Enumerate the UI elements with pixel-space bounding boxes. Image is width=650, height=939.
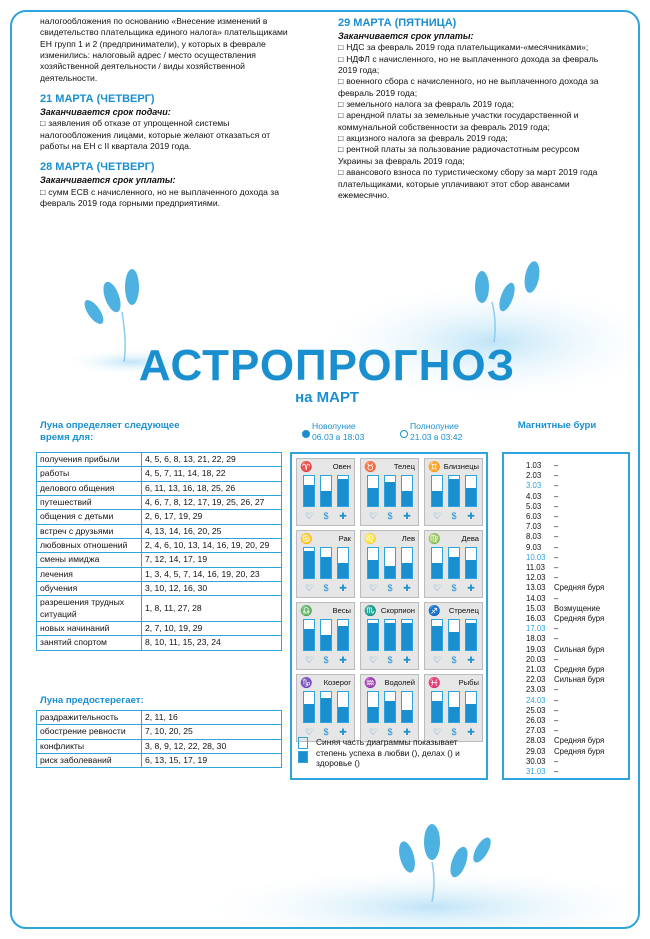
- success-bar-fill: [338, 707, 348, 722]
- success-bar: [384, 619, 396, 651]
- zodiac-sign-icon: ♓: [428, 678, 441, 689]
- favorable-row: [37, 582, 282, 596]
- days-cell: 2, 7, 10, 19, 29: [142, 622, 282, 636]
- success-bar-fill: [321, 557, 331, 578]
- days-cell: 4, 5, 6, 8, 13, 21, 22, 29: [142, 453, 282, 467]
- zodiac-sign-icon: ♎: [300, 606, 313, 617]
- success-bar-fill: [432, 491, 442, 506]
- full-moon-icon: [400, 430, 408, 438]
- storm-date: 30.03: [526, 756, 546, 766]
- date-29-item: □ НДС за февраль 2019 года плательщиками-«месячниками»;: [338, 42, 603, 53]
- full-moon-date: 21.03 в 03:42: [410, 431, 463, 442]
- success-bar-fill: [321, 635, 331, 650]
- success-bar: [320, 691, 332, 723]
- zodiac-sign-icon: ♑: [300, 678, 313, 689]
- love-icon: ♡: [432, 511, 442, 521]
- favorable-row: [37, 467, 282, 481]
- storm-level: Средняя буря: [554, 746, 605, 756]
- zodiac-cell: [296, 458, 355, 526]
- zodiac-sign-name: Овен: [332, 462, 351, 471]
- success-bar: [448, 619, 460, 651]
- days-cell: 6, 11, 13, 16, 18, 25, 26: [142, 481, 282, 495]
- success-bar: [465, 475, 477, 507]
- activity-cell: встреч с друзьями: [37, 524, 142, 538]
- activity-cell: общения с детьми: [37, 510, 142, 524]
- success-bar-fill: [385, 566, 395, 578]
- storm-date: 18.03: [526, 634, 546, 644]
- days-cell: 7, 10, 20, 25: [142, 725, 282, 739]
- date-29-item: □ арендной платы за земельные участки государственной и коммунальной собственности за февраль 2019 года;: [338, 110, 603, 133]
- storm-date: 8.03: [526, 532, 542, 542]
- days-cell: 4, 5, 7, 11, 14, 18, 22: [142, 467, 282, 481]
- success-bar-fill: [321, 491, 331, 506]
- success-bar: [401, 475, 413, 507]
- days-cell: 3, 8, 9, 12, 22, 28, 30: [142, 739, 282, 753]
- success-bar-fill: [466, 560, 476, 578]
- success-bar: [465, 547, 477, 579]
- health-icon: ✚: [403, 655, 411, 665]
- success-bar: [367, 691, 379, 723]
- storm-date: 12.03: [526, 573, 546, 583]
- full-moon-info: [410, 421, 462, 442]
- storm-date: 4.03: [526, 491, 542, 501]
- zodiac-cell: [296, 674, 355, 742]
- favorable-row: [37, 510, 282, 524]
- success-bar-fill: [432, 701, 442, 722]
- success-bar: [401, 691, 413, 723]
- success-bar: [320, 619, 332, 651]
- intro-paragraph: налогообложения по основанию «Внесение изменений в свидетельство плательщика единого налога» плательщиками ЕН групп 1 и 2 (предприниматели), у которых в феврале изменились: налоговый адрес / место осуществления хозяйственной деятельности / виды хозяйственной деятельности.: [40, 16, 288, 83]
- money-bag-icon: $: [451, 511, 457, 521]
- zodiac-sign-name: Весы: [332, 606, 351, 615]
- date-29-subtitle: Заканчивается срок уплаты:: [338, 30, 474, 41]
- left-top-column: [40, 16, 290, 210]
- page-title: АСТРОПРОГНОЗ: [138, 341, 516, 390]
- money-bag-icon: $: [323, 655, 329, 665]
- storms-table: [502, 452, 630, 780]
- zodiac-sign-icon: ♊: [428, 462, 441, 473]
- health-icon: ✚: [467, 511, 475, 521]
- moon-warns-heading: Луна предостерегает:: [40, 695, 144, 706]
- zodiac-sign-name: Дева: [461, 534, 479, 543]
- storm-date: 28.03: [526, 736, 546, 746]
- date-29-item: □ рентной платы за пользование радиочастотным ресурсом Украины за февраль 2019 года;: [338, 144, 603, 167]
- health-icon: ✚: [339, 655, 347, 665]
- success-bar-fill: [368, 623, 378, 650]
- storm-date: 2.03: [526, 471, 542, 481]
- health-icon: ✚: [403, 511, 411, 521]
- storm-level: –: [554, 461, 559, 470]
- activity-cell: путешествий: [37, 496, 142, 510]
- success-bar: [384, 547, 396, 579]
- favorable-row: [37, 539, 282, 553]
- moon-determines-table: [36, 452, 282, 651]
- success-bar: [320, 547, 332, 579]
- success-bar-fill: [449, 632, 459, 650]
- love-icon: ♡: [368, 511, 378, 521]
- storm-date: 6.03: [526, 512, 542, 521]
- activity-cell: конфликты: [37, 739, 142, 753]
- success-bar-fill: [338, 626, 348, 650]
- love-icon: ♡: [432, 727, 442, 737]
- love-icon: ♡: [304, 511, 314, 521]
- storm-level: –: [554, 552, 559, 562]
- activity-cell: смены имиджа: [37, 553, 142, 567]
- storm-date: 25.03: [526, 705, 546, 715]
- right-top-column: [338, 16, 603, 201]
- zodiac-grid: [290, 452, 488, 780]
- success-bar-fill: [338, 563, 348, 578]
- date-29-title: 29 МАРТА (ПЯТНИЦА): [338, 17, 457, 29]
- activity-cell: занятий спортом: [37, 636, 142, 650]
- storm-level: –: [554, 563, 559, 572]
- zodiac-cell: [360, 530, 419, 598]
- zodiac-sign-icon: ♐: [428, 606, 441, 617]
- zodiac-sign-icon: ♒: [364, 678, 377, 689]
- success-bar: [448, 475, 460, 507]
- money-bag-icon: $: [451, 583, 457, 593]
- zodiac-cell: [360, 674, 419, 742]
- storm-date: 15.03: [526, 603, 546, 613]
- date-29-item: □ акцизного налога за февраль 2019 года;: [338, 133, 603, 144]
- days-cell: 4, 6, 7, 8, 12, 17, 19, 25, 26, 27: [142, 496, 282, 510]
- success-bar-fill: [368, 560, 378, 578]
- activity-cell: риск заболеваний: [37, 754, 142, 768]
- days-cell: 6, 13, 15, 17, 19: [142, 754, 282, 768]
- love-icon: ♡: [368, 655, 378, 665]
- success-bar-fill: [304, 485, 314, 506]
- favorable-row: [37, 496, 282, 510]
- health-icon: ✚: [467, 727, 475, 737]
- storm-level: Сильная буря: [554, 644, 605, 654]
- storm-date: 27.03: [526, 726, 546, 736]
- storm-level: –: [554, 522, 559, 532]
- money-bag-icon: $: [387, 655, 393, 665]
- favorable-row: [37, 553, 282, 567]
- health-icon: ✚: [467, 655, 475, 665]
- favorable-row: [37, 524, 282, 538]
- zodiac-sign-name: Рыбы: [458, 678, 479, 687]
- activity-cell: обострение ревности: [37, 725, 142, 739]
- success-bar: [401, 547, 413, 579]
- success-bar-fill: [368, 488, 378, 506]
- storm-level: Средняя буря: [554, 665, 605, 674]
- success-bar: [337, 619, 349, 651]
- zodiac-cell: [360, 458, 419, 526]
- zodiac-sign-name: Лев: [401, 534, 415, 543]
- storm-level: –: [554, 756, 559, 766]
- favorable-row: [37, 596, 282, 622]
- success-bar-fill: [304, 704, 314, 722]
- page-frame: [10, 10, 640, 929]
- success-bar: [367, 475, 379, 507]
- storm-date: 13.03: [526, 583, 546, 593]
- health-icon: ✚: [403, 583, 411, 593]
- zodiac-sign-name: Стрелец: [448, 606, 479, 615]
- page-subtitle: на МАРТ: [295, 389, 359, 406]
- storm-level: –: [554, 491, 559, 501]
- zodiac-sign-icon: ♈: [300, 462, 313, 473]
- money-bag-icon: $: [323, 727, 329, 737]
- new-moon-label: Новолуние: [312, 421, 356, 431]
- storm-date: 7.03: [526, 522, 542, 532]
- storm-date: 26.03: [526, 716, 546, 725]
- days-cell: 2, 4, 6, 10, 13, 14, 16, 19, 20, 29: [142, 539, 282, 553]
- love-icon: ♡: [304, 583, 314, 593]
- activity-cell: получения прибыли: [37, 453, 142, 467]
- days-cell: 2, 6, 17, 19, 29: [142, 510, 282, 524]
- zodiac-sign-name: Скорпион: [380, 606, 415, 615]
- success-bar-fill: [402, 491, 412, 506]
- storm-level: –: [554, 716, 559, 725]
- favorable-row: [37, 453, 282, 467]
- storm-level: Возмущение: [554, 603, 601, 613]
- favorable-row: [37, 622, 282, 636]
- storm-level: Средняя буря: [554, 614, 605, 623]
- legend-swatch-empty: [298, 737, 308, 749]
- storm-level: Средняя буря: [554, 736, 605, 746]
- zodiac-cell: [296, 530, 355, 598]
- health-icon: ✚: [339, 583, 347, 593]
- storm-date: 19.03: [526, 644, 546, 654]
- storm-date: 21.03: [526, 665, 546, 674]
- days-cell: 3, 10, 12, 16, 30: [142, 582, 282, 596]
- zodiac-sign-icon: ♉: [364, 462, 377, 473]
- success-bar-fill: [432, 626, 442, 650]
- warning-row: [37, 739, 282, 753]
- health-icon: ✚: [403, 727, 411, 737]
- success-bar: [303, 691, 315, 723]
- storm-level: –: [554, 695, 559, 705]
- activity-cell: новых начинаний: [37, 622, 142, 636]
- days-cell: 8, 10, 11, 15, 23, 24: [142, 636, 282, 650]
- love-icon: ♡: [432, 583, 442, 593]
- new-moon-icon: [302, 430, 310, 438]
- success-bar: [367, 547, 379, 579]
- success-bar-fill: [402, 563, 412, 578]
- warning-row: [37, 725, 282, 739]
- storm-level: –: [554, 685, 559, 695]
- warning-row: [37, 754, 282, 768]
- activity-cell: любовных отношений: [37, 539, 142, 553]
- money-bag-icon: $: [323, 583, 329, 593]
- activity-cell: лечения: [37, 567, 142, 581]
- storm-date: 1.03: [526, 461, 542, 470]
- days-cell: 1, 3, 4, 5, 7, 14, 16, 19, 20, 23: [142, 567, 282, 581]
- new-moon-info: [312, 421, 364, 442]
- favorable-row: [37, 481, 282, 495]
- storm-level: –: [554, 705, 559, 715]
- success-bar: [431, 547, 443, 579]
- success-bar: [465, 691, 477, 723]
- success-bar: [384, 691, 396, 723]
- success-bar-fill: [466, 704, 476, 722]
- storm-level: –: [554, 654, 559, 664]
- love-icon: ♡: [304, 655, 314, 665]
- activity-cell: работы: [37, 467, 142, 481]
- success-bar-fill: [402, 710, 412, 722]
- success-bar: [384, 475, 396, 507]
- success-bar-fill: [432, 563, 442, 578]
- success-bar: [401, 619, 413, 651]
- activity-cell: делового общения: [37, 481, 142, 495]
- success-bar: [431, 619, 443, 651]
- storm-level: –: [554, 471, 559, 481]
- money-bag-icon: $: [451, 727, 457, 737]
- date-29-item: □ военного сбора с начисленного, но не выплаченного дохода за февраль 2019 года;: [338, 76, 603, 99]
- storm-level: Средняя буря: [554, 583, 605, 593]
- date-29-item: □ авансового взноса по туристическому сбору за март 2019 года плательщиками, которые уплачивают этот сбор авансами ежемесячно.: [338, 167, 603, 201]
- health-icon: ✚: [467, 583, 475, 593]
- success-bar-fill: [449, 707, 459, 722]
- storm-level: –: [554, 501, 559, 511]
- success-bar: [337, 547, 349, 579]
- success-bar: [448, 547, 460, 579]
- days-cell: 7, 12, 14, 17, 19: [142, 553, 282, 567]
- success-bar-fill: [385, 482, 395, 506]
- storm-date: 10.03: [526, 552, 546, 562]
- storm-level: –: [554, 532, 559, 542]
- success-bar-fill: [368, 707, 378, 722]
- love-icon: ♡: [432, 655, 442, 665]
- success-bar-fill: [338, 479, 348, 506]
- storm-level: –: [554, 481, 559, 491]
- success-bar: [465, 619, 477, 651]
- legend-text: Синяя часть диаграммы показывает степень успеха в любви (), делах () и здоровье (): [316, 737, 460, 768]
- success-bar: [337, 475, 349, 507]
- storm-level: –: [554, 767, 559, 776]
- favorable-row: [37, 567, 282, 581]
- activity-cell: обучения: [37, 582, 142, 596]
- zodiac-sign-name: Близнецы: [443, 462, 479, 471]
- zodiac-cell: [360, 602, 419, 670]
- zodiac-cell: [424, 530, 483, 598]
- money-bag-icon: $: [451, 655, 457, 665]
- love-icon: ♡: [368, 727, 378, 737]
- storm-row: [526, 766, 630, 777]
- zodiac-sign-name: Рак: [338, 534, 351, 543]
- success-bar: [431, 475, 443, 507]
- success-bar: [320, 475, 332, 507]
- days-cell: 1, 8, 11, 27, 28: [142, 596, 282, 622]
- zodiac-sign-name: Водолей: [384, 678, 415, 687]
- zodiac-cell: [296, 602, 355, 670]
- zodiac-sign-icon: ♌: [364, 534, 377, 545]
- activity-cell: разрешения трудных ситуаций: [37, 596, 142, 622]
- money-bag-icon: $: [323, 511, 329, 521]
- success-bar-fill: [304, 629, 314, 650]
- success-bar-fill: [385, 701, 395, 722]
- storm-level: –: [554, 593, 559, 603]
- storm-date: 22.03: [526, 675, 546, 685]
- zodiac-sign-icon: ♏: [364, 606, 377, 617]
- zodiac-cell: [424, 458, 483, 526]
- storm-date: 31.03: [526, 767, 546, 776]
- success-bar-fill: [466, 488, 476, 506]
- health-icon: ✚: [339, 727, 347, 737]
- storm-level: –: [554, 634, 559, 644]
- success-bar-fill: [466, 623, 476, 650]
- date-28-item: □ сумм ЕСВ с начисленного, но не выплаченного дохода за февраль 2019 года горными предприятиями.: [40, 187, 290, 210]
- storm-date: 11.03: [526, 563, 545, 572]
- date-21-subtitle: Заканчивается срок подачи:: [40, 106, 171, 117]
- storm-level: –: [554, 573, 559, 583]
- success-bar-fill: [321, 698, 331, 722]
- date-21-title: 21 МАРТА (ЧЕТВЕРГ): [40, 93, 155, 106]
- success-bar: [303, 619, 315, 651]
- zodiac-sign-name: Козерог: [323, 678, 351, 687]
- storm-level: –: [554, 624, 559, 634]
- storm-level: –: [554, 726, 559, 736]
- favorable-row: [37, 636, 282, 650]
- success-bar-fill: [304, 551, 314, 578]
- success-bar-fill: [385, 623, 395, 650]
- zodiac-sign-icon: ♋: [300, 534, 313, 545]
- zodiac-sign-icon: ♍: [428, 534, 441, 545]
- full-moon-label: Полнолуние: [410, 421, 459, 431]
- days-cell: 4, 13, 14, 16, 20, 25: [142, 524, 282, 538]
- date-28-subtitle: Заканчивается срок уплаты:: [40, 175, 176, 185]
- date-28-title: 28 МАРТА (ЧЕТВЕРГ): [40, 161, 155, 174]
- date-29-item: □ земельного налога за февраль 2019 года;: [338, 99, 603, 110]
- storm-date: 16.03: [526, 614, 546, 623]
- storm-level: –: [554, 512, 559, 521]
- new-moon-date: 06.03 в 18:03: [312, 431, 365, 442]
- storm-level: –: [554, 542, 559, 552]
- love-icon: ♡: [304, 727, 314, 737]
- legend-swatch-filled: [298, 751, 308, 763]
- zodiac-sign-name: Телец: [393, 462, 415, 471]
- success-bar: [431, 691, 443, 723]
- storm-date: 3.03: [526, 481, 542, 491]
- success-bar: [448, 691, 460, 723]
- warning-row: [37, 711, 282, 725]
- days-cell: 2, 11, 16: [142, 711, 282, 725]
- storm-level: Сильная буря: [554, 675, 605, 685]
- storm-date: 17.03: [526, 624, 546, 634]
- storm-date: 23.03: [526, 685, 546, 695]
- date-21-item: □ заявления об отказе от упрощенной системы налогообложения лицами, которые желают отказаться от работы на ЕН с II квартала 2019 года.: [40, 118, 290, 152]
- success-bar-fill: [402, 623, 412, 650]
- success-bar-fill: [449, 479, 459, 506]
- storm-date: 14.03: [526, 593, 546, 603]
- activity-cell: раздражительность: [37, 711, 142, 725]
- date-29-item: □ НДФЛ с начисленного, но не выплаченного дохода за февраль 2019 года;: [338, 54, 603, 77]
- money-bag-icon: $: [387, 511, 393, 521]
- love-icon: ♡: [368, 583, 378, 593]
- storm-date: 24.03: [526, 695, 546, 705]
- storms-heading: Магнитные бури: [517, 420, 597, 431]
- health-icon: ✚: [339, 511, 347, 521]
- success-bar: [303, 547, 315, 579]
- success-bar: [337, 691, 349, 723]
- diagram-legend: [298, 737, 484, 769]
- zodiac-cell: [424, 674, 483, 742]
- success-bar: [367, 619, 379, 651]
- storm-date: 20.03: [526, 654, 546, 664]
- storm-date: 5.03: [526, 501, 542, 511]
- storm-date: 9.03: [526, 542, 542, 552]
- money-bag-icon: $: [387, 727, 393, 737]
- zodiac-cell: [424, 602, 483, 670]
- money-bag-icon: $: [387, 583, 393, 593]
- storm-date: 29.03: [526, 746, 546, 756]
- success-bar-fill: [449, 557, 459, 578]
- moon-warns-table: [36, 710, 282, 768]
- success-bar: [303, 475, 315, 507]
- moon-determines-heading: Луна определяет следующее время для:: [40, 420, 180, 444]
